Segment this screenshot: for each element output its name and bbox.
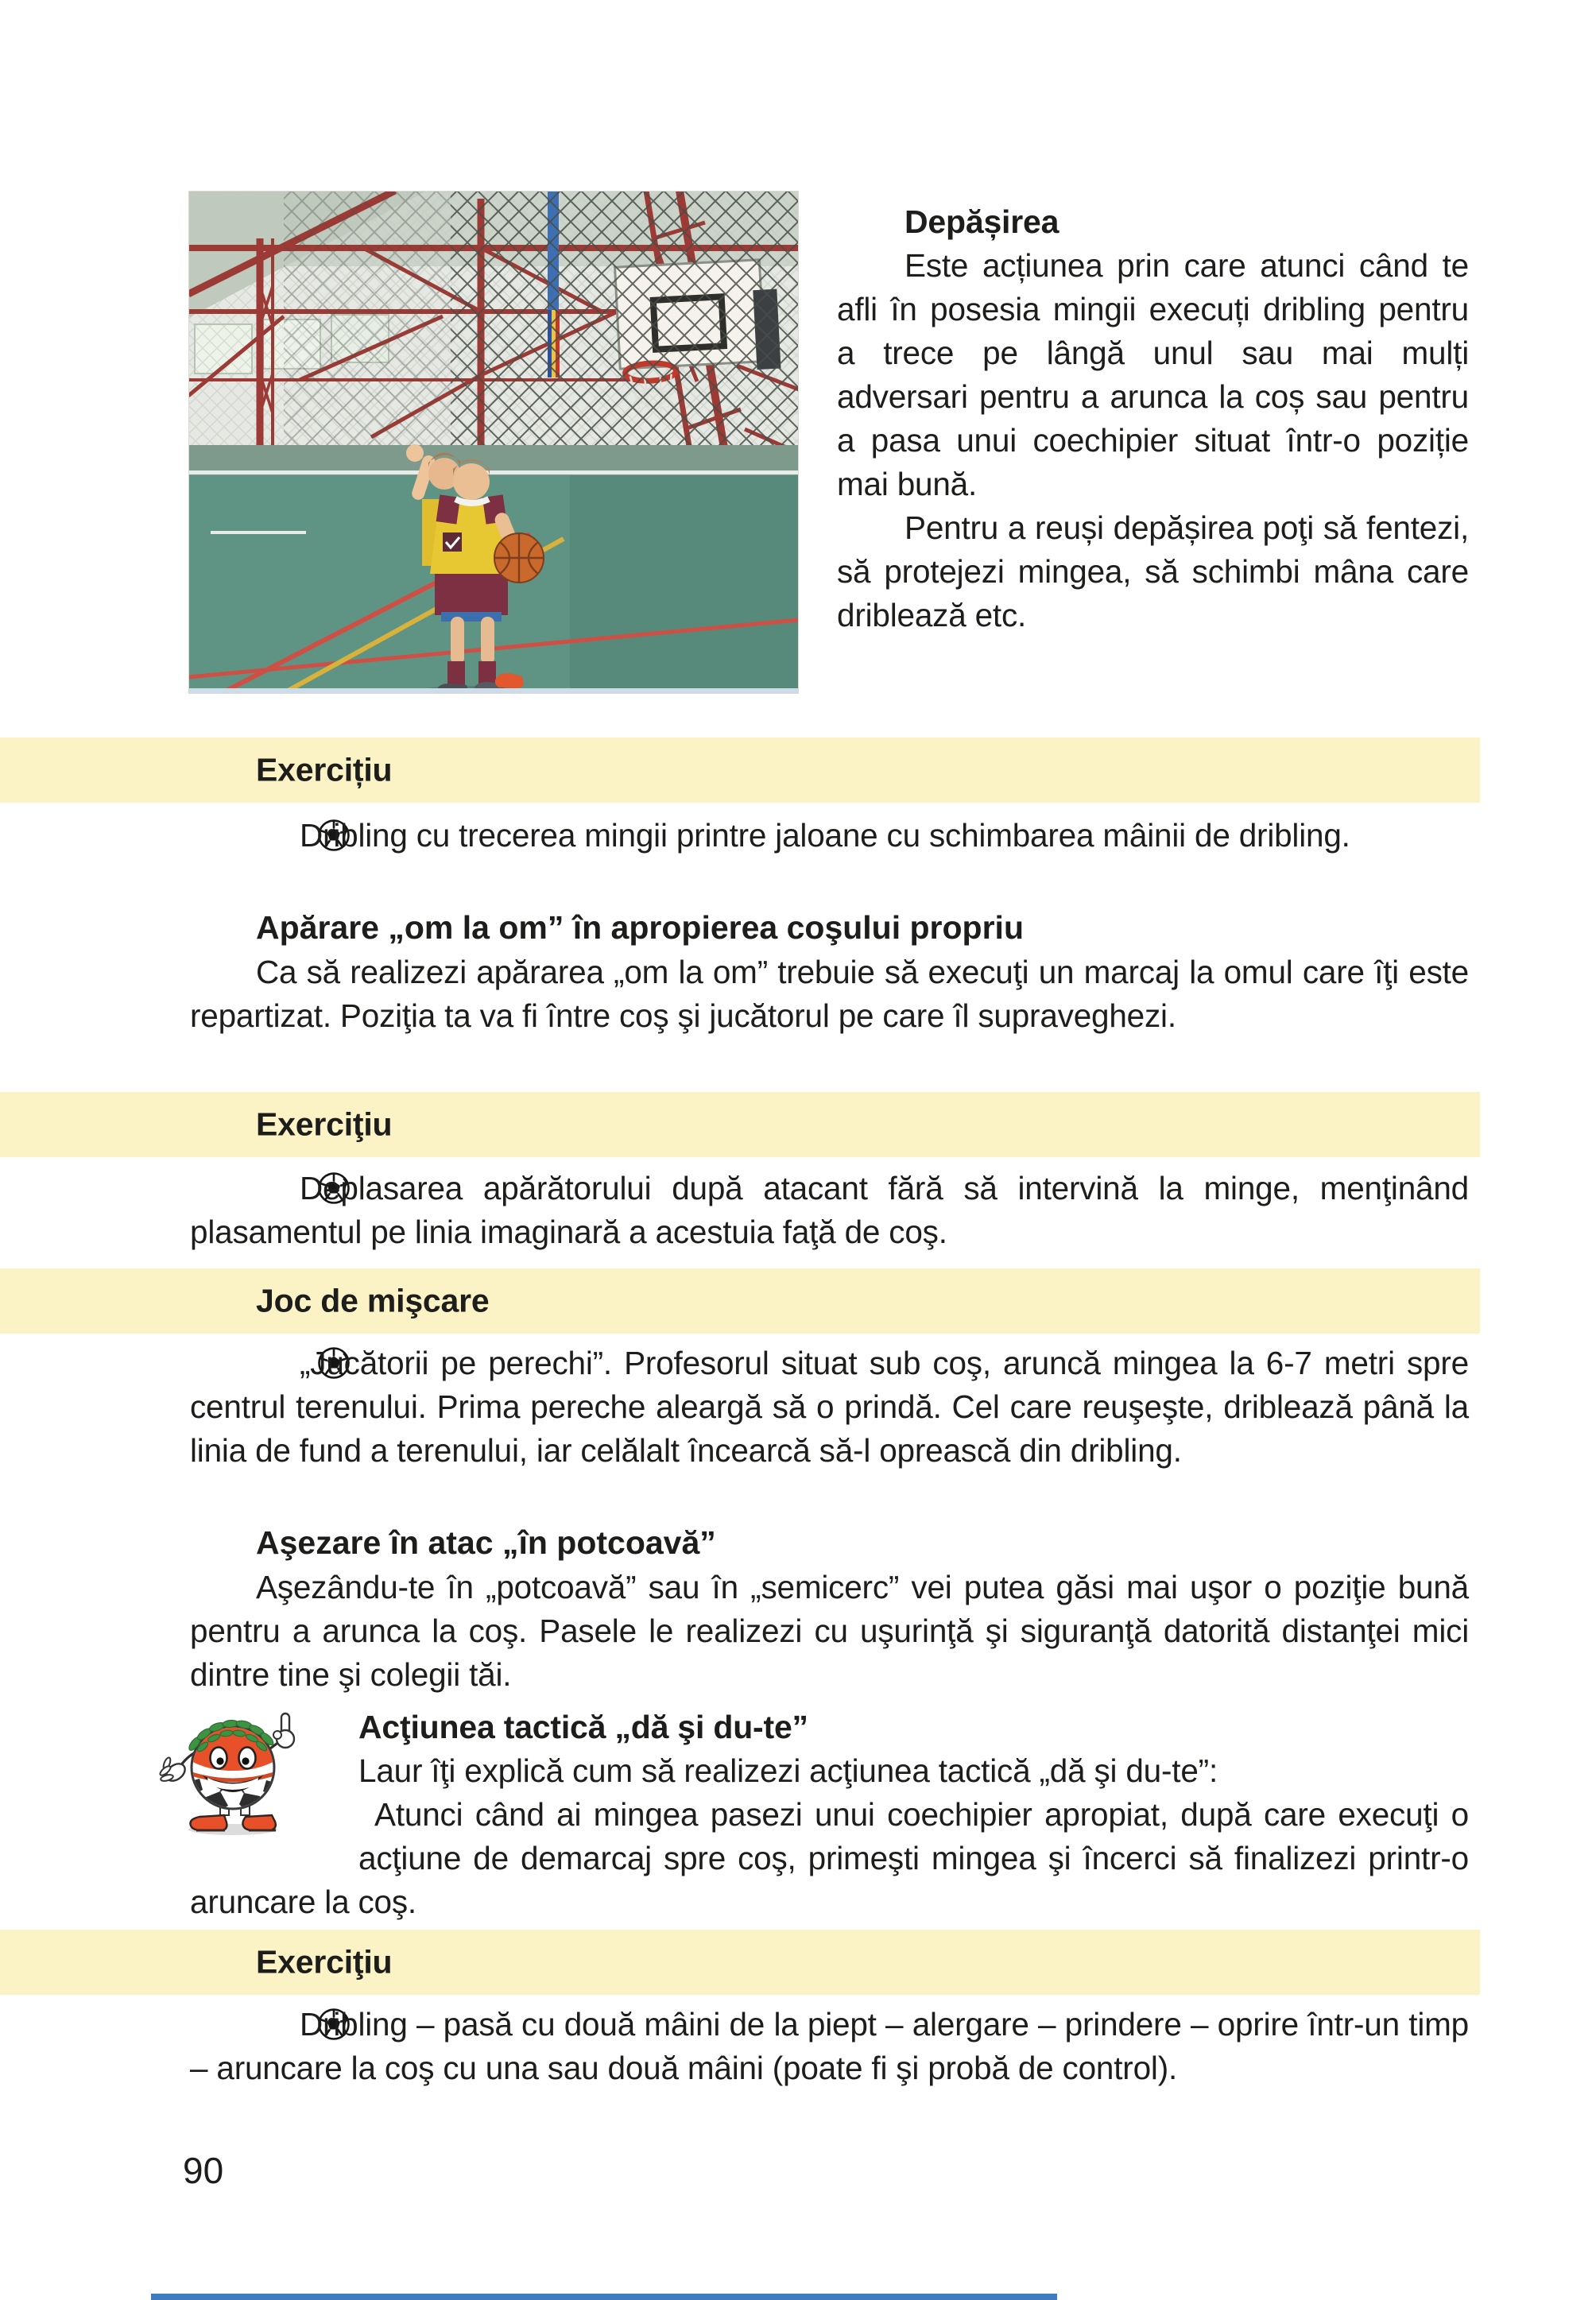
game-block	[190, 1342, 1469, 1473]
soccer-ball-icon	[254, 2008, 287, 2041]
intro-paragraph-1: Este acțiunea prin care atunci când te afli în posesia mingii execuți dribling pentru a trece pe lângă unul sau mai mulți adversari pentru a arunca la coș sau pentru a pasa unui coechipier situat într-o poziție mai bună.	[837, 247, 1469, 502]
exercise-3-title: Exerciţiu	[256, 1943, 393, 1981]
defense-heading-block	[190, 906, 1469, 950]
tactic-section	[190, 1706, 1469, 1924]
section-title-depasirea: Depășirea	[905, 203, 1059, 240]
tactic-paragraph: Atunci când ai mingea pasezi unui coechipier apropiat, după care execuţi o acţiune de demarcaj spre coş, primeşti mingea şi încerci să finalizezi printr-o aruncare la coş.	[190, 1796, 1469, 1920]
exercise-2-item: Deplasarea apărătorului după atacant fără să intervină la minge, menţinând plasamentul pe linia imaginară a acestuia faţă de coş.	[190, 1170, 1469, 1250]
intro-paragraph-2: Pentru a reuși depășirea poţi să fentezi, să protejezi mingea, să schimbi mâna care driblează etc.	[837, 509, 1469, 633]
exercise-1-block	[190, 814, 1469, 858]
exercise-1-title: Exercițiu	[256, 751, 393, 788]
laur-mascot-illustration	[144, 1701, 327, 1837]
tactic-lead: Laur îţi explică cum să realizezi acţiunea tactică „dă şi du-te”:	[358, 1752, 1218, 1789]
exercise-2-block	[190, 1167, 1469, 1254]
mascot-boot-right	[242, 1815, 275, 1830]
scan-edge-artifact	[151, 2294, 1057, 2300]
exercise-3-block	[190, 2003, 1469, 2090]
page-number: 90	[183, 2150, 224, 2191]
highlight-band-exercise-3	[0, 1930, 1480, 1995]
defense-paragraph-block	[190, 951, 1469, 1038]
game-item: „Jucătorii pe perechi”. Profesorul situat sub coş, aruncă mingea la 6-7 metri spre centrul terenului. Prima pereche aleargă să o prindă. Cel care reuşeşte, driblează până la linia de fund a terenului, iar celălalt încearcă să-l oprească din dribling.	[190, 1345, 1469, 1469]
soccer-ball-icon	[254, 819, 287, 852]
soccer-ball-icon	[254, 1346, 287, 1380]
exercise-2-title: Exerciţiu	[256, 1105, 393, 1143]
defense-paragraph: Ca să realizezi apărarea „om la om” trebuie să execuţi un marcaj la omul care îţi este repartizat. Poziţia ta va fi între coş şi jucătorul pe care îl supraveghezi.	[190, 954, 1469, 1034]
gym-photo-illustration	[188, 191, 799, 694]
attack-paragraph: Aşezându-te în „potcoavă” sau în „semicerc” vei putea găsi mai uşor o poziţie bună pentru a arunca la coş. Pasele le realizezi cu uşurinţă şi siguranţă datorită distanţei mici dintre tine şi colegii tăi.	[190, 1569, 1469, 1693]
exercise-3-item: Dribling – pasă cu două mâini de la piept – alergare – prindere – oprire într-un timp – aruncare la coş cu una sau două mâini (poate fi şi probă de control).	[190, 2006, 1469, 2086]
attack-title: Aşezare în atac „în potcoavă”	[256, 1524, 716, 1561]
laur-mascot	[190, 1706, 358, 1837]
mascot-pointing-hand	[273, 1713, 294, 1748]
defense-title: Apărare „om la om” în apropierea coşului propriu	[256, 909, 1024, 946]
mascot-boot-left	[190, 1815, 227, 1830]
attack-paragraph-block	[190, 1566, 1469, 1697]
tactic-title: Acţiunea tactică „dă şi du-te”	[358, 1709, 808, 1745]
soccer-ball-icon	[254, 1171, 287, 1205]
highlight-band-game	[0, 1268, 1480, 1334]
exercise-1-item: Dribling cu trecerea mingii printre jaloane cu schimbarea mâinii de dribling.	[190, 814, 1469, 858]
highlight-band-exercise-2	[0, 1092, 1480, 1157]
game-title: Joc de mişcare	[256, 1282, 490, 1319]
gym-basketball-photo	[188, 191, 799, 694]
highlight-band-exercise-1	[0, 738, 1480, 803]
attack-heading-block	[190, 1521, 1469, 1565]
intro-column	[837, 200, 1469, 637]
